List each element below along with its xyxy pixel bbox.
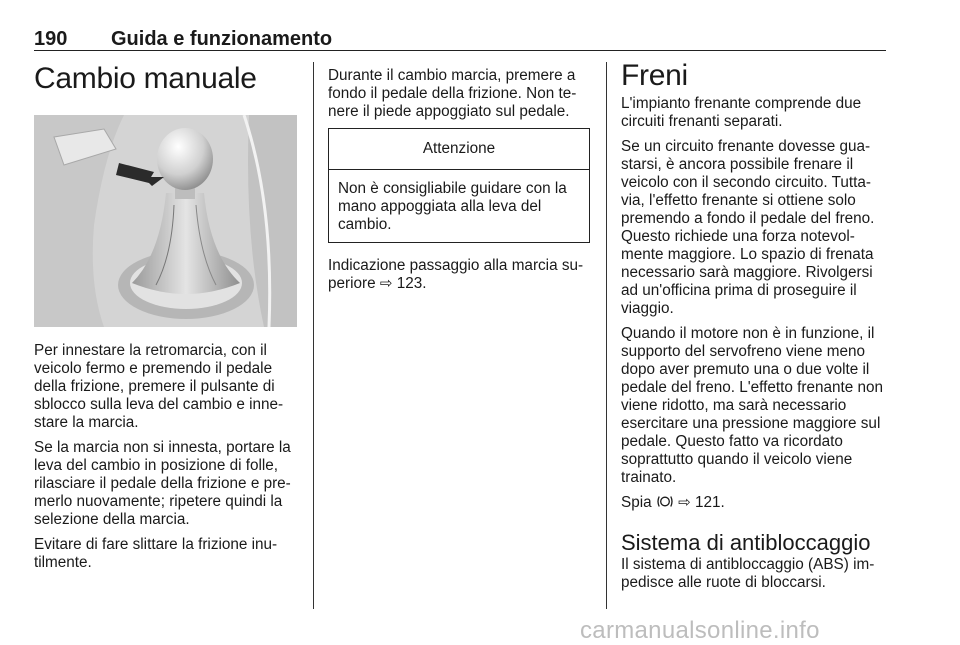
paragraph: Per innestare la retromarcia, con il veicolo fermo e premendo il pedale della frizione, premere il pulsante di sblocco sulla leva del cambio e inne- stare la marcia. bbox=[34, 342, 284, 431]
paragraph: Evitare di fare slittare la frizione inu- tilmente. bbox=[34, 536, 278, 571]
page-reference[interactable]: 121. bbox=[694, 494, 725, 511]
reference-arrow-icon: ⇨ bbox=[379, 275, 393, 292]
paragraph bbox=[621, 494, 889, 512]
paragraph: Durante il cambio marcia, premere a fondo il pedale della frizione. Non te- nere il piede appoggiato sul pedale. bbox=[328, 67, 577, 120]
paragraph: L'impianto frenante comprende due circuiti frenanti separati. bbox=[621, 95, 862, 130]
reference-arrow-icon: ⇨ bbox=[678, 494, 691, 511]
page-reference[interactable]: 123. bbox=[396, 275, 427, 292]
watermark: carmanualsonline.info bbox=[580, 617, 820, 644]
heading-abs: Sistema di antibloccaggio bbox=[621, 530, 871, 555]
gear-lever-illustration bbox=[34, 115, 297, 327]
warning-box bbox=[328, 128, 590, 243]
paragraph: Il sistema di antibloccaggio (ABS) im- pedisce alle ruote di bloccarsi. bbox=[621, 556, 875, 591]
column-2-text bbox=[328, 67, 590, 300]
gear-lever-drawing bbox=[34, 115, 297, 327]
brake-warning-lamp-icon bbox=[656, 494, 674, 512]
upshift-text: Indicazione passaggio alla marcia su- periore bbox=[328, 257, 584, 292]
heading-brakes: Freni bbox=[621, 59, 688, 92]
column-3-text bbox=[621, 59, 889, 599]
warning-title: Attenzione bbox=[329, 129, 589, 170]
column-divider bbox=[606, 62, 607, 609]
header-rule bbox=[34, 50, 886, 51]
heading-manual-gearbox: Cambio manuale bbox=[34, 62, 257, 95]
paragraph: Se la marcia non si innesta, portare la leva del cambio in posizione di folle, rilasciare il pedale della frizione e pre- merlo nuovamente; ripetere quindi la selezione della marcia. bbox=[34, 439, 291, 528]
warning-text: Non è consigliabile guidare con la mano appoggiata alla leva del cambio. bbox=[338, 180, 567, 233]
column-1-text bbox=[34, 342, 300, 579]
page-number: 190 bbox=[34, 28, 68, 50]
section-title: Guida e funzionamento bbox=[111, 28, 333, 50]
paragraph: Se un circuito frenante dovesse gua- starsi, è ancora possibile frenare il veicolo con il secondo circuito. Tutta- via, l'effetto frenante si ottiene solo premendo a fondo il pedale del freno. Questo richiede una forza notevol- mente maggiore. Lo spazio di frenata necessario sarà maggiore. Rivolgersi ad un'officina prima di proseguire il viaggio. bbox=[621, 138, 875, 317]
paragraph bbox=[328, 257, 590, 293]
page-header bbox=[34, 22, 886, 52]
lamp-label: Spia bbox=[621, 494, 652, 511]
column-divider bbox=[313, 62, 314, 609]
paragraph: Quando il motore non è in funzione, il supporto del servofreno viene meno dopo aver premuto una o due volte il pedale del freno. L'effetto frenante non viene ridotto, ma sarà necessario esercitare una pressione maggiore sul pedale. Questo fatto va ricordato soprattutto quando il veicolo viene trainato. bbox=[621, 325, 884, 486]
